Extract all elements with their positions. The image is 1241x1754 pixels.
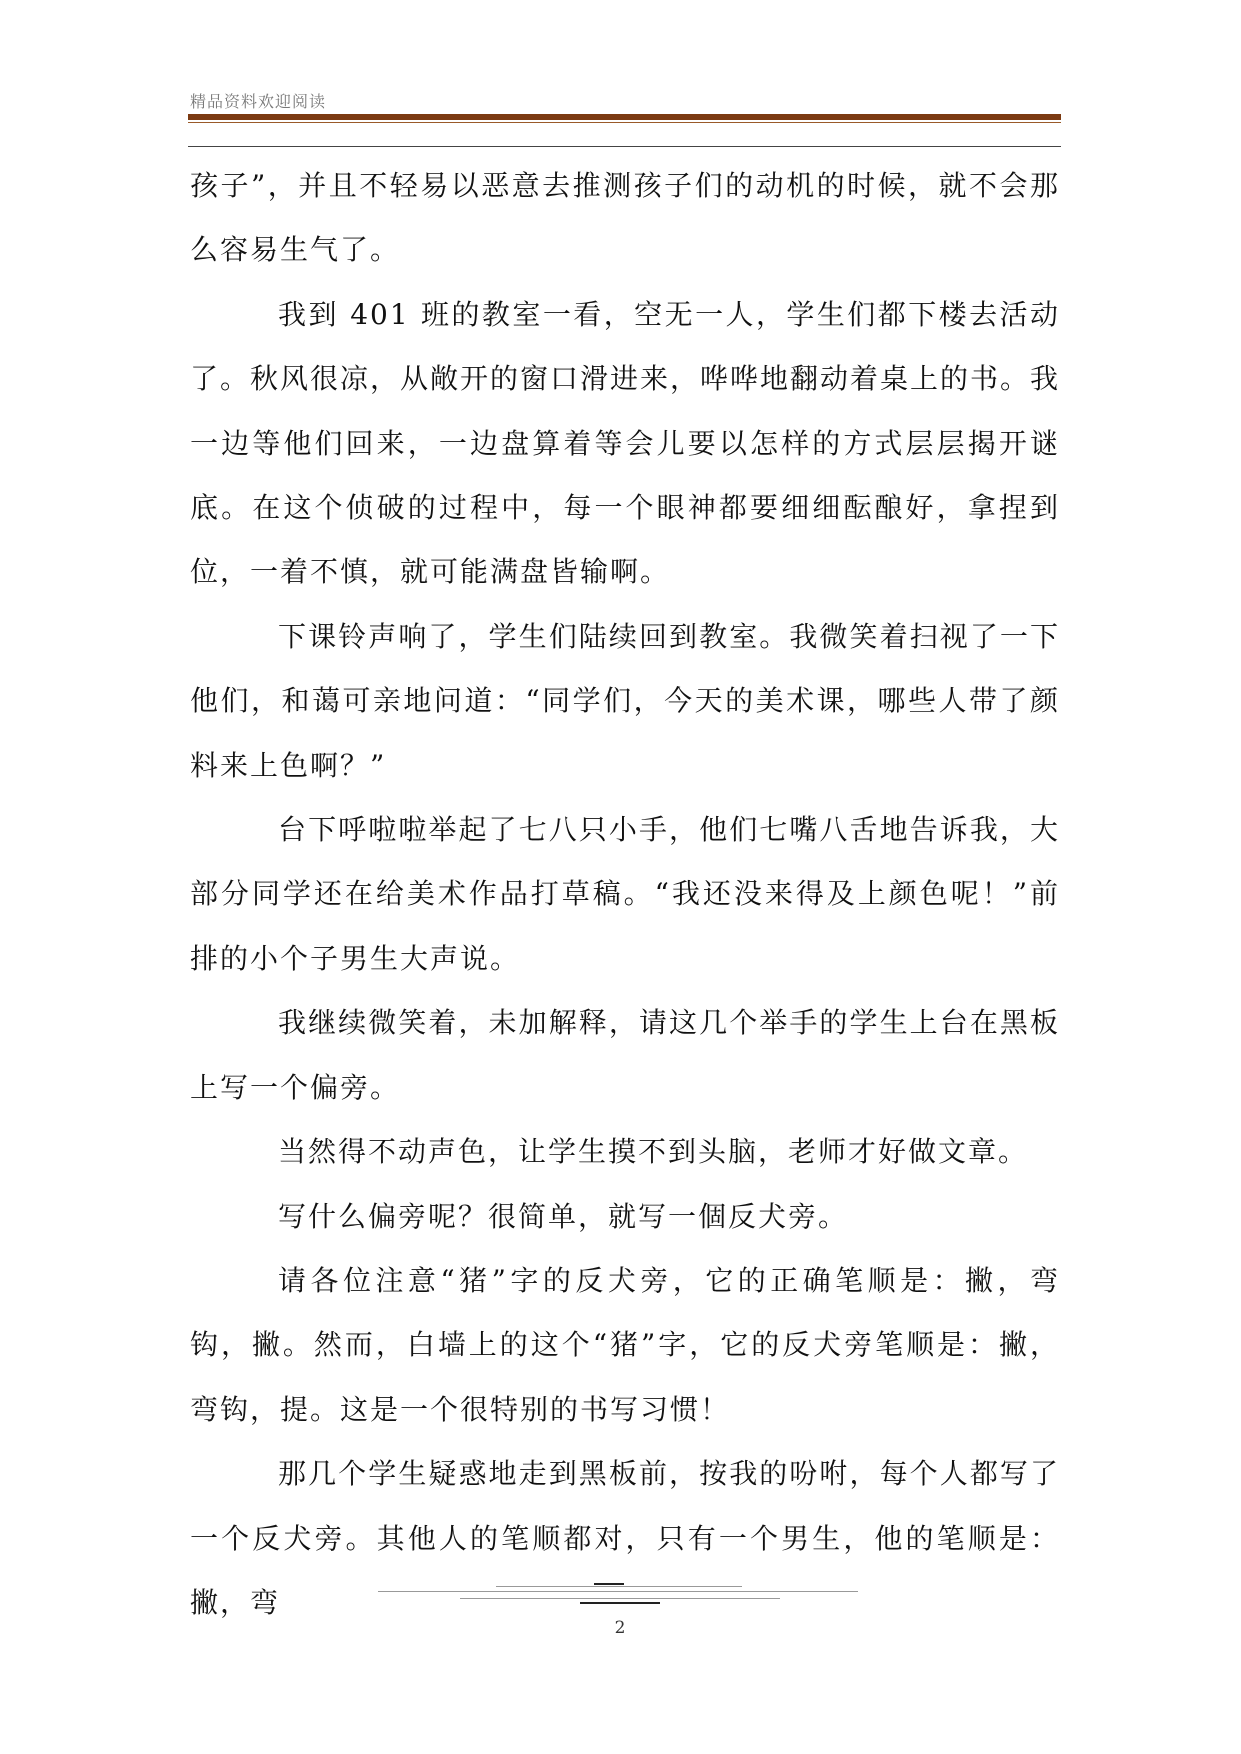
paragraph-8: 请各位注意“猪”字的反犬旁，它的正确笔顺是：撇，弯钩，撇。然而，白墙上的这个“猪”字，它的反犬旁笔顺是：撇，弯钩，提。这是一个很特别的书写习惯！ xyxy=(190,1263,1060,1426)
paragraph-6: 当然得不动声色，让学生摸不到头脑，老师才好做文章。 xyxy=(278,1135,1029,1169)
header-rule-bottom xyxy=(188,146,1061,147)
paragraph-3: 下课铃声响了，学生们陆续回到教室。我微笑着扫视了一下他们，和蔼可亲地问道：“同学们，今天的美术课，哪些人带了颜料来上色啊？” xyxy=(190,619,1060,782)
page-header-title: 精品资料欢迎阅读 xyxy=(190,92,327,111)
header-rule-thick xyxy=(188,114,1061,120)
document-body xyxy=(190,154,1060,1635)
paragraph-1: 孩子”，并且不轻易以恶意去推测孩子们的动机的时候，就不会那么容易生气了。 xyxy=(190,169,1060,267)
paragraph-9: 那几个学生疑惑地走到黑板前，按我的吩咐，每个人都写了一个反犬旁。其他人的笔顺都对，只有一个男生，他的笔顺是：撇，弯 xyxy=(190,1457,1060,1619)
paragraph-2: 我到 401 班的教室一看，空无一人，学生们都下楼去活动了。秋风很凉，从敞开的窗口滑进来，哗哗地翻动着桌上的书。我一边等他们回来，一边盘算着等会儿要以怎样的方式层层揭开谜底。在这个侦破的过程中，每一个眼神都要细细酝酿好，拿捏到位，一着不慎，就可能满盘皆输啊。 xyxy=(190,297,1061,589)
header-rule-thin xyxy=(188,122,1061,123)
paragraph-4: 台下呼啦啦举起了七八只小手，他们七嘴八舌地告诉我，大部分同学还在给美术作品打草稿。“我还没来得及上颜色呢！”前排的小个子男生大声说。 xyxy=(190,813,1060,975)
paragraph-5: 我继续微笑着，未加解释，请这几个举手的学生上台在黑板上写一个偏旁。 xyxy=(190,1006,1060,1104)
page-number: 2 xyxy=(614,1618,626,1638)
paragraph-7: 写什么偏旁呢？很简单，就写一個反犬旁。 xyxy=(278,1199,849,1233)
